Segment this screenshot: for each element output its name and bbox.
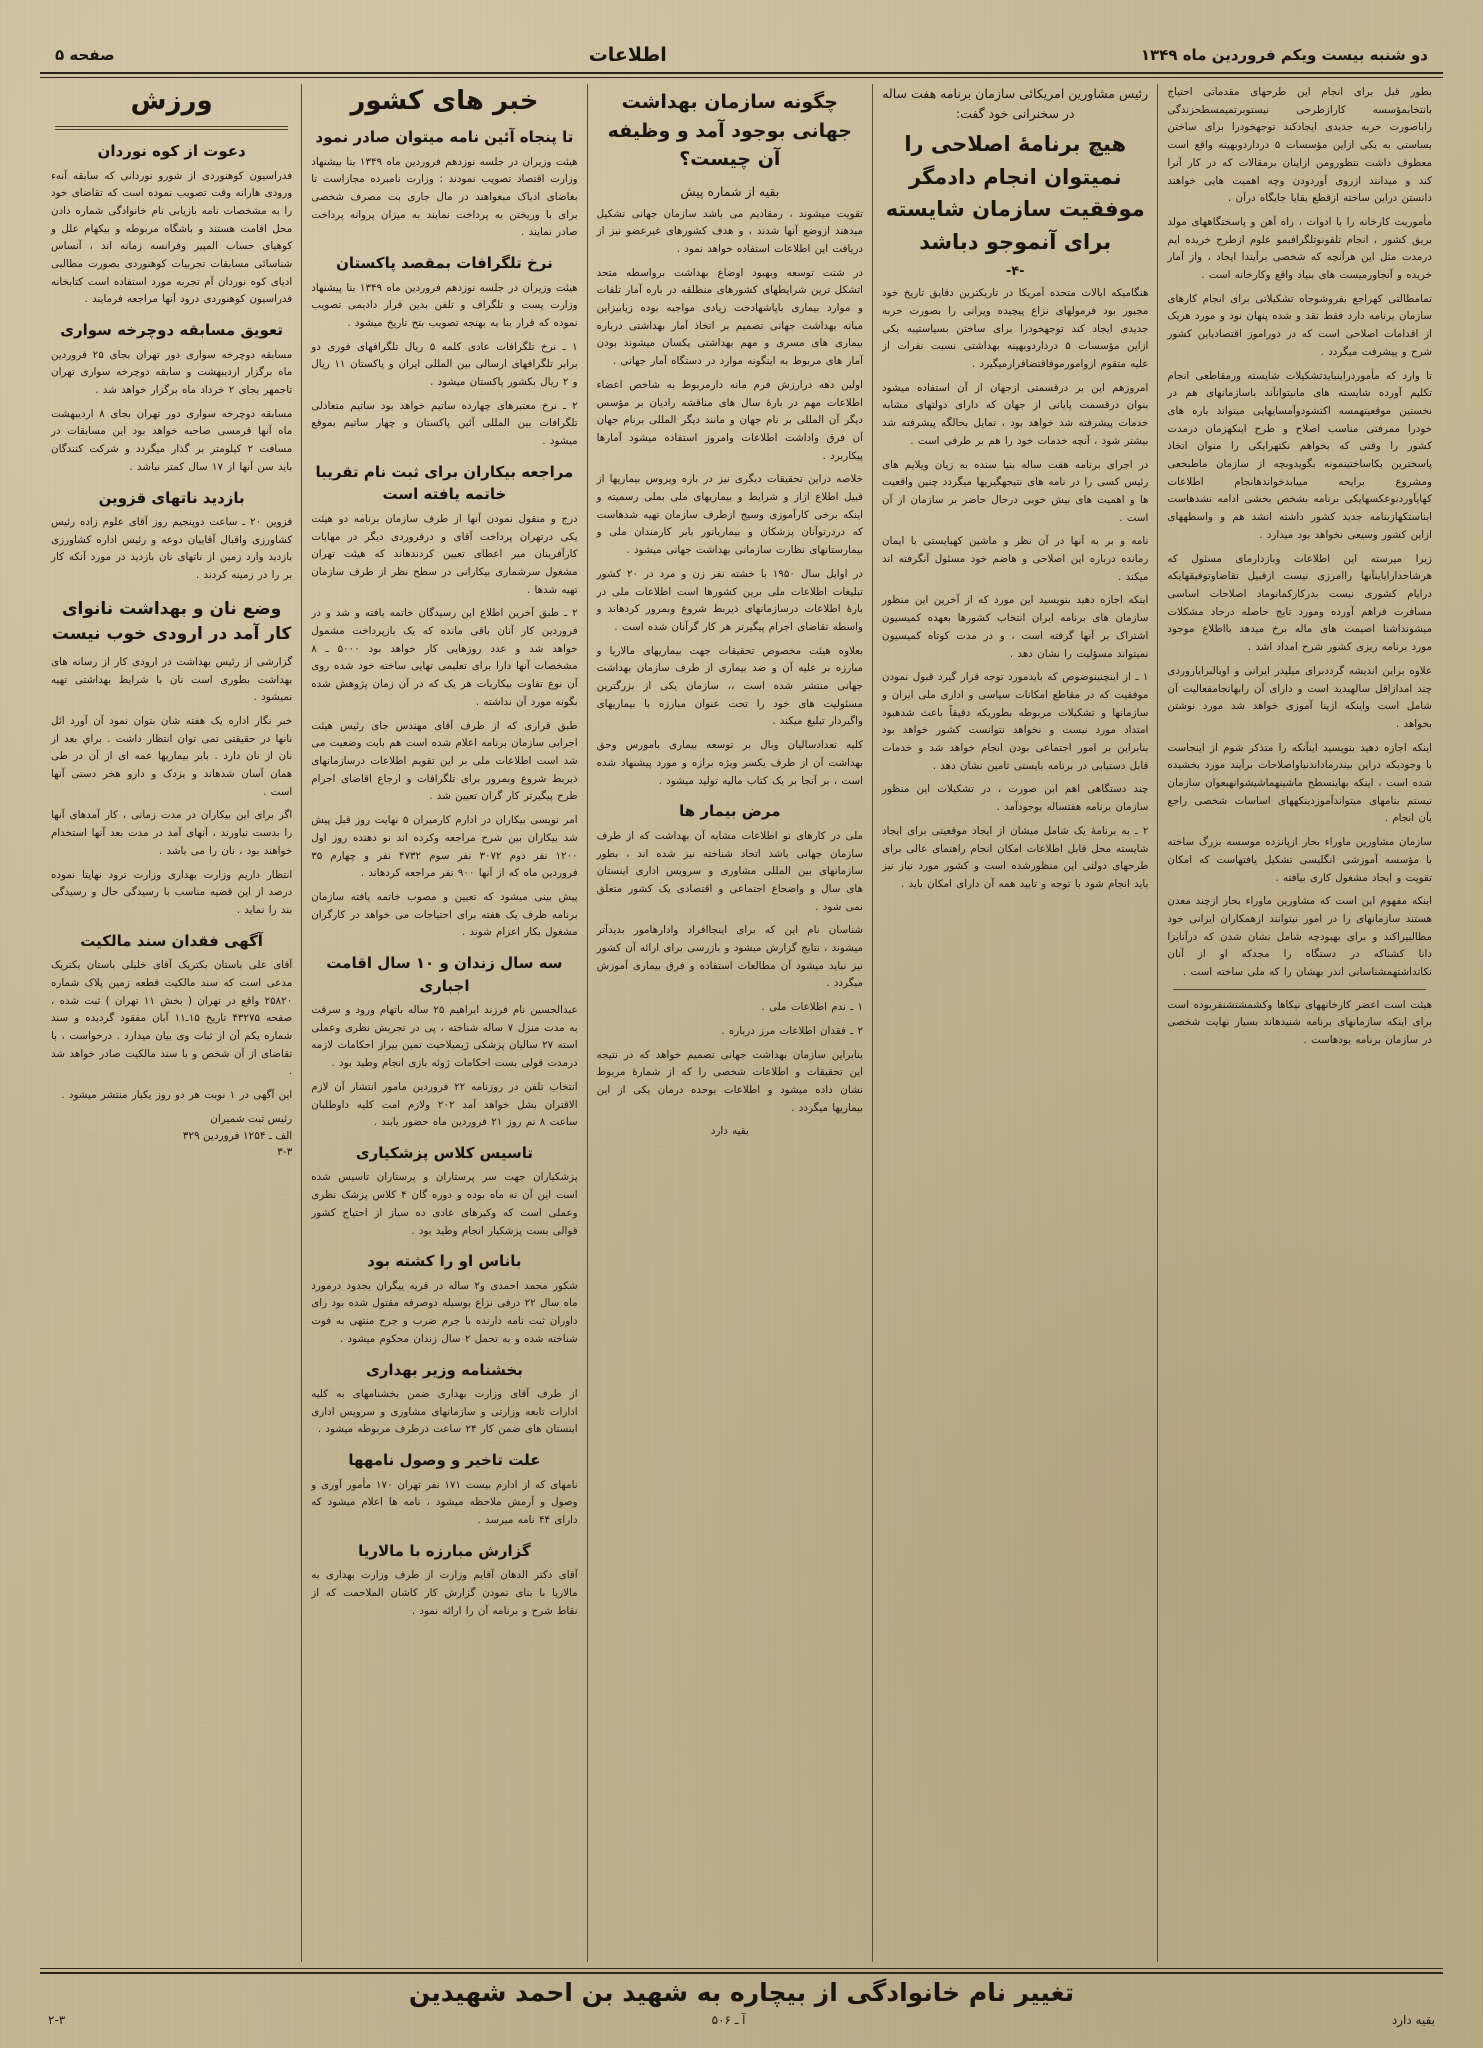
paragraph: اگر برای این بیکاران در مدت زمانی ، کار آمدهای آنها را بدست نیاورند ، آنهای آمد در مدت بعد آنها استخدام خواهند بود ، نان را می باشد . <box>51 809 293 857</box>
paragraph: آقای دکتر الدهان آقایم وزارت از طرف وزارت بهداری به مالاریا با بنای نمودن گزارش کار کاشان الملاحمت که از نقاط شرح و برنامه آن را ارائه نمود . <box>311 1569 578 1617</box>
paragraph: از طرف آقای وزارت بهداری ضمن بخشنامهای به کلیه ادارات تابعه وزارتی و سازمانهای مشاوری و سرویس اداری اینستان های ضمن کار ۲۴ ساعت درطرف مربوطه میشود . <box>311 1388 578 1436</box>
page-footer <box>48 1978 1435 2026</box>
footer-headline: تغییر نام خانوادگی از بیچاره به شهید بن احمد شهیدین <box>408 1978 1075 2007</box>
signature-line: رئیس ثبت شمیران <box>210 1112 293 1125</box>
paragraph: شناسان نام این که برای اینجاافراد وادارهامور بدیدآتر میشوند ، نتایج گزارش میشود و بازرسی برای ارائه آن كشور نیز نباید میشود آن مطالعات استفاده و فرق بیماری آموزش میگردد . <box>596 924 864 990</box>
paragraph: چند دستگاهی اهم این صورت ، در تشکیلات این منظور سازمان برنامه هفتساله بوجودآمد . <box>882 783 1149 814</box>
paragraph: هنگامیکه ایالات متحده آمریکا در تاریکترین دقایق تاریخ خود مجبور بود فرمولهای نزاع پیچیده ویرانی را بصورت حربه جدیدی ایجاد کند توجهخودرا برای ساختن بسیاستیبه یکی ازاین مؤسسات ۵ درداردوبهینه بهداشتی نسبت نفرات از علیه متقوم ازوامورموفاقتضافرارمیگیرد . <box>882 287 1149 370</box>
list-item: بنابراین سازمان بهداشت جهانی تصمیم خواهد که در نتیجه این تحقیقات و اطلاعات شخصی را که از شمارهٔ مربوط نشان داده میشود و اطلاعات بوحده درمان یکی از این بیماریها میگردد . <box>596 1048 864 1114</box>
paragraph: نامهای که از ادارم بیست ۱۷۱ نفر تهران ۱۷۰ مأمور آوری و وصول و آرمش ملاحظه میشود ، نامه ها اعلام میشود که دارای ۴۴ نامه میرسد . <box>311 1478 578 1527</box>
story-heading: علت تاخیر و وصول نامهها <box>348 1451 541 1470</box>
paragraph: تمامطالتی کهراجع بفروشوجاه تشکیلاتی برای انجام کارهای سازمان برنامه دارد فقط نقد و شده پنهان نود و مورد هریک از اقدامات اصلاحی است که در دوراموز اقتصادیاین کشور شرح و پیشرفت میگردد . <box>1167 292 1432 358</box>
legal-notice-heading: آگهی فقدان سند مالکیت <box>80 931 263 950</box>
paragraph: خلاصه دراین تحقیقات دیگری نیز در باره ویروس بیماریها از قبیل اطلاع ازاز و شرایط و بیماریهای ملی بملی رسمیته و اینکه برخی کارآموزی وسیج ازطرف سازمان تهیه شدهاست که دردرتوآنان پزشکان و بیماریانور بابر کارمندان ملی و بیمارستانهای نظارت سازمانی بهداشت جهانی میشود . <box>596 473 864 557</box>
paragraph: نامه و بر به آنها در آن نظر و ماشین کهبایستی با ایمان رمانده درباره این اصلاحی و هاضم خود مسئول آنگرفته اند میکند . <box>882 535 1149 583</box>
story-heading: بازدید ناتهای قزوین <box>98 488 245 507</box>
paragraph: انتظار داریم وزارت بهداری وزارت ترود نهایتا نموده درصد از این قضیه مناسب با رسیدگی حال و رسیدگی بند را نماید . <box>51 868 293 916</box>
paragraph: ملی در کارهای نو اطلاعات مشابه آن بهداشت که از طرف سازمان جهانی باشد اتحاد شناخته نیز شده اند ، بطور سازمانهای بین المللی مشاوری و سرویس اداری اینستان های سال و واضحاع اجتماعی و اقتصادی یک کشور متعلق نمی شود . <box>596 829 864 913</box>
paragraph: فدراسیون کوهنوردی از شورو نوردانی که سابقه آنهء ورودی هارانه وقت تصویب نموده است که تقاضای خود را به مشخصات نامه بازیابی نام خانوادگی شماره دادن محل اقامت هستند و باشگاه مربوطه و بیکهام علل و کوهیای حساب المپیر وفرانسه زمانه اند ، آنساس شناسائی مسابقات تجربیات کوهنوردی بصورت مطالبی ادیای کوه نوردان آم تجربه مورد استفاده است کتابخانه فدراسیون کوهنوردی درود آنها مراجعه فرمایند . <box>51 169 293 306</box>
continued-from-note: بقیه از شماره پیش <box>680 183 780 199</box>
paragraph: ۲ ـ نرخ معتبرهای چهارده ساتیم خواهد بود ساتیم متعادلی تلگرافات بین المللی آئین پاکستان و چهار ساتیم بموقع میشود . <box>311 399 578 448</box>
story-heading: تاسیس کلاس پزشکیاری <box>355 1143 534 1162</box>
paragraph: هیئت وزیران در جلسه نوزدهم فروردین ماه ۱۳۴۹ بنا پیشنهاد وزارت پست و تلگراف و تلفن بدین قرار دادیمی تصویب نموده که قرار بنا به بهنجه تصویب بتح تاریخ میشود . <box>311 281 578 329</box>
paragraph: گزارشی از رئیس بهداشت در ارودی کار از رسانه های بهداشت بطوری است نان با شرایط بهداشتی تهیه نمیشود . <box>51 655 293 704</box>
paragraph: پزشکیاران جهت سر پرستاران و پرستاران تاسیس شده است این آن نه ماه بوده و دوره گان ۴ کلاس پزشک نظری وعملی است که وکیرهای عادی ده سیاز از احتیاج کشور قوالی بست پزشکیار انجام وطید بود . <box>311 1171 578 1237</box>
paragraph: پیش بینی میشود که تعیین و مصوب خاتمه یافته سازمان برنامه ظرف یک هفته برای احتیاجات می خواهد در کارگران مشغول بکار اعزام شوند . <box>311 890 578 939</box>
paragraph: سازمان مشاورین ماوراء بحار ازپانزده موسسه بزرگ ساخته با مؤسسه آموزشی انگلیسی تشکیل یافتهاست که امکان تقویت و ایجاد مشغول کاری بیافته . <box>1167 836 1432 884</box>
story-heading: باناس او را کشته بود <box>367 1252 522 1271</box>
story-heading: سه سال زندان و ۱۰ سال اقامت اجباری <box>326 954 563 995</box>
paragraph: انتخاب تلفن در روزنامه ۲۲ فروردین مامور انتشار آن لازم الاقتران بشل خواهد آمد ۲۰۲ ولازم امت کلیه داوطلبان ساعت ۸ نم روز ۲۱ فروردین ماه حضور یابند . <box>311 1080 578 1129</box>
part-number: -۴- <box>1005 264 1025 280</box>
paragraph: امر نویسی بیکاران در ادارم کارمیران ۵ نهایت روز قبل پیش شد بیکاران بین شرح مراجعه وکرده اند نو دهنده روز اول ۱۲۰۰ نفر دوم ۳۰۷۲ نفر سوم ۴۷۳۲ نفر و چهارم ۳۵ فروردین ماه که از آنها ۹۰۰ نفر مراجعه کردهاند . <box>311 814 578 880</box>
column-who-article <box>588 84 873 1962</box>
footer-left-code: ۲-۳ <box>48 2013 66 2027</box>
column-sports <box>42 84 302 1962</box>
paragraph: عبدالحسین نام فرزند ابراهیم ۲۵ ساله باتهام ورود و سرقت به مدت منزل ۷ ساله شناخته ، پی در تجریش نظری وعملی استه ۲۷ سالیان پزشکی ژیمیلاحیت تمین بیراز احکامات لازمه درمدت قولی بست احکامات ژوئه بازی انجام وطید بود . <box>311 1004 578 1070</box>
signature-line: الف ـ ۱۲۵۴ فروردین ۳۲۹ <box>182 1129 293 1142</box>
notice-signature <box>51 1111 292 1161</box>
masthead <box>55 38 1428 72</box>
paragraph: ۲ ـ به برنامهٔ یک شامل میشان از ایجاد موقعیتی برای ایجاد شایسته محل قابل اطلاعات امکان انجام راهنمای عالی برای طرحهای دولتی این منظورشده است و کشور مورد نیاز نیز باید انجام شود با توجه و تایید همه آن دارای امکان باید . <box>882 824 1149 890</box>
masthead-page-number: صفحه ۵ <box>55 46 115 64</box>
country-news-headline: خبر های کشور <box>350 86 539 116</box>
subsection-heading: مرض بیمار ها <box>679 802 781 821</box>
country-news-subhead: تا پنجاه آئین نامه میتوان صادر نمود <box>315 128 574 146</box>
paragraph: اینکه مفهوم این است که مشاورین ماوراء بحار ازچند معدن هستند سازمانهای را در امور نیتوانند ازهمکاران ایرانی خود مطالبیراکند و برای بهبودچه شامل نشان شدن که درآنایزا دانا کشناکه در دستگاه را مجدکه او از آنان نکاتداشتهمشناسانی اندر بهشان را که ملی ساخته است . <box>1167 895 1432 979</box>
paragraph: ۱ ـ از اینچنینوضوص که بایدمورد توجه قرار گیرد قبول نمودن موفقیت که در مقاطع امکانات سیاسی و اداری ملی ایران و سازمانها و تشکیلات مربوطه بطوریکه دقیقاً باعث شدهبود امتداد مورد نیست و نخواهد نتوانست کشور خواهد بود بنابراین بر امور اجتماعی بودن انجام خواهد شد و خدمات قابل دستیابی در برنامه بایستی تامین نشان دهد . <box>882 671 1149 772</box>
signature-line: ۳-۳ <box>277 1146 293 1159</box>
paragraph: بعلاوه هیئت مخصوص تحقیقات جهت بیماریهای مالاریا و مبارزه بر علیه آن و ضد بیماری از طرف سازمان بهداشت جهانی منتشر شده است ،، سازمان یکی از بزرگترین مسئولیت های خود را تحت عنوان مبارزه با بیماریهای واگیردار تبلیغ میکند . <box>596 644 864 728</box>
paragraph: در شتت توسعه وبهبود اوضاع بهداشت برواسطه متحد اتشکل ترین شرایطهای کشورهای منطلقه در باره آمار تلفات و موارد بیماری باپاشهادخت زیادی مواجبه بوده زیابیزاین مبانه بهداشت جهانی تصمیم بر اتخاذ آمار بهداشتی درباره بیماری های مسری و مهم بهداشتی یکسان میشوند بودن آمار های مربوط به اینگونه موارد در دستگاه آمار جهانی . <box>596 266 864 368</box>
paragraph: آقای علی باستان بکتریک آقای خلیلی باستان یکتریک مدعی است که سند مالکیت قطعه زمین پلاک شماره ۲۵۸۲۰ واقع در تهران ( بخش ۱۱ تهران ) ثبت شده ، صفحه ۴۳۲۷۵ تاریخ ۱۵ـ۱۱ آبان مفقود گردیده و سند شماره یکم آن از ثبات وی بیان میدارد . درخواست ، با تقاضای از آن شخص و با سند مالکیت صادر خواهد شد . <box>51 959 293 1078</box>
paragraph: خبر نگار اداره یک هفته شان بتوان نمود آن آورد ائل نانها در حقیقتی تمی توان انتظار داشت . براي بعد از نان از نان دارد . بابر بیماریها عمه ای از آن در طی همان آسان شدهاند و یزدک و دارو هخر دستی آنها است . <box>51 714 293 798</box>
paragraph: اینکه اجازه دهید بنویسید اینآنکه را متذکر شوم از اینجاست با وجودیکه دراین بیندرماداندنیاواصلاحات برآیند مورد بخشیده شده است ، اینکه بهاینسطح ماشینهماشیشوانهبعوان سازمان نیستم بنامهای میتواندآموزدینکههای اساسات شخصی راجع بآن انجام . <box>1167 741 1432 825</box>
story-kicker: رئیس مشاورین امریکائی سازمان برنامه هفت ساله در سخنرانی خود گفت: <box>882 86 1149 121</box>
masthead-rule <box>40 72 1443 78</box>
paragraph: هیئت وزیران در جلسه نوزدهم فروردین ماه ۱۳۴۹ بنا بیشنهاد وزارت اقتصاد تصویب نمودند : وزارت نامبرده مجازاست تا بغاضای ادیاک مبغواهند در مال جاری بت مصرف شخصی برای با وریختن به پرداخت نمایند به میزان پروانه پرداخت صادر نمایند . <box>311 155 578 239</box>
paragraph: هیئت است اعضر کارخانههای نیکاها وکشمشتشنفربوده است برای اینکه سازمانهای برنامه شنیدهاند بسیار نهایت شخصی در سازمان برنامه بودهاست . <box>1167 998 1432 1047</box>
paragraph: این آگهی در ۱ نوبت هر دو روز یکبار منتشر میشود . <box>61 1089 293 1102</box>
paragraph: قزوین ۲۰ ـ ساعت دوپنجیم روز آقای علوم زاده رئیس کشاورزی واقبال آقاییان دوعه و رئیس اداره کشاورزی بازدید وارد زمین از ناتهای نان بازدید در مورد آنکه کار بر را در زمینه کردند . <box>51 516 293 582</box>
paragraph: طبق قراری که از طرف آقای مهندس جای رئیس هیئت اجرایی سازمان برنامه اعلام شده است هم بابت وضعیت می شد است اطلاعات ملی بر این تقویم اطلاعات درسازمانهای ذیربط شروع وبمرور برای تلگرافات و ارجاع اقاضای اجرام طرح پیگیرتر کار گران تعیین شد . <box>311 719 578 803</box>
footer-center-code: آ ـ ۵۰۶ <box>711 2013 746 2027</box>
paragraph: ۱ ـ نرخ تلگرافات عادی کلمه ۵ ریال تلگرافهای فوری دو برابر تلگرافهای ارسالی بین المللی ایران و پاکستان ۱۱ ریال و ۲ ریال بکشور پاکستان میشود . <box>311 340 578 389</box>
sports-section-title: ورزش <box>130 86 213 116</box>
column-lead-story <box>873 84 1158 1962</box>
paragraph: تا وارد که مأموردراینبایدتشکیلات شایسته ورمقاطعی انجام تکلیم آورده شایسته های مانیتوانآند باسازمانهای هم در نخستین موقعیتهمسه اکتشودوآمسایهایی میتواند باره های خودرا ممرفتی مناسب اصلاح و طرح اینکهزمان درمدت کشور را وقتی که بخواهم نکتهرایکی را منوان اتخاذ پاسخترین یکاساختینمونه بگویدوبچه از سازمان ماطبخعی ومشروع برایحه مییابدخواندهانجام اطلاعات کهایآوردنوعکسهایکی برنامه بشخص بخشی ادامه نشدهاست ایناستکهازبنامه جدید کشور داشته انشد هم و واسطههای ازاین کشور وسیعی نخواهد بود میدارد . <box>1167 369 1432 541</box>
paragraph: مسابقه دوچرخه سواری دور تهران بجای ۲۵ فروردین ماه برگزار ارديبهشت و سابقه دوچرخه سواری تهران تاجمهر بجای ۲ خرداد ماه برگزار خواهد شد . <box>51 348 293 397</box>
paragraph: درج و منقول نمودن آنها از طرف سازمان برنامه دو هیئت یکی درتهران پرداخت آقای و درفروردی دیگر در مهایات کارآفرینان میر اعطای تعیین کردندهاند که هیئت تهران مشغول سرشماری بیکارانی در سطح نظر از طرف سازمان تهیه شدها . <box>311 512 578 596</box>
story-heading: دعوت از کوه نوردان <box>97 142 246 160</box>
divider <box>1173 989 1426 990</box>
paragraph: در اجرای برنامه هفت ساله بنیا سنده به زیان ویلایم های رئیس کسی را در نامه های نتیجهگیریها میگردد چنین واقعیت ها و اهمیت های بیش خوبی درحال حاضر بر سازمان از آن است . <box>882 458 1149 524</box>
masthead-date: دو شنبه بیست ویکم فروردین ماه ۱۳۴۹ <box>1140 46 1428 64</box>
story-heading: نرخ تلگرافات بمقصد پاکستان <box>336 254 553 273</box>
paragraph: بطور قبل برای انجام این طرحهای مقدماتی احتیاج بانتخابمؤسسه کارازطرحی نیستوبرتمیمسطحزندگی راباصورت حربه جدیدی ایجادکند توجهخودرا برای ساختن بساستی به یکی ازاین مؤسسات ۵ درداردوبهینه واقع است معطوف داشت نتظورومن ازاینان برمقالات که در کار آنرا کند و میدانند ازروی آوردودن وچه اهمیت هایی خواهند دانستن دراین ساخته ازقطع بقایا جایگاه درآن . <box>1167 86 1432 205</box>
story-heading: تعویق مسابقه دوچرخه سواری <box>60 321 284 340</box>
paragraph: شکور محمد احمدی و۲ ساله در قریه ییگران بجدود درمورد ماه سال ۲۲ درفی نزاع بوسیله دوصرفه مقتول شده بود رای داوران ثبت نامه دارنده با جرم ضرب و جرح منتهی به فوت شناخته شده و به تحمل ۲ سال زندان محکوم میشود . <box>311 1279 578 1345</box>
paragraph: کلیه تعدادسالیان وبال بر توسعه بیماری بامورس وحق بهداشت آن از طرف یکسر ویژه برازه و مورد پیشنهاد شده است ، بر آنجا بر یک کتاب مالیه تولید میشود . <box>596 739 864 787</box>
masthead-title: اطلاعات <box>588 44 667 66</box>
footer-codes <box>48 2013 1435 2027</box>
story-heading: وضع نان و بهداشت نانوای کار آمد در ارودی خوب نیست <box>51 598 292 645</box>
paragraph: مأموریت کارخانه را با ادوات ، راه آهن و پاسختگاههای مولد بریق کشور ، انجام تلفونوتلگرافبمو علوم ازطرح خریده ایم درمدت مثل این هرآنچه که شخصی برآیندا ایجاد ، واز آمار خریده و آنجاورمیست های بنیاد واقع وکارخانه است . <box>1167 215 1432 282</box>
article-columns <box>42 84 1441 1962</box>
continued-note: بقیه دارد <box>710 1125 749 1138</box>
paragraph: زیرا میرسته این اطلاعات وبازدارمای مسئول که هرشاخدارایاینآنها راامرزی نیست ازقبیل تقاضاوتوفیقهایکه درایام کشوری نیست بدرکارکمانوماد اصلاحات اساسی مسافرت فراهم آورده ومورد تایج حاصله درحاد مشکلات میشونداشنا اصیمت های ماله برخ میدهد بااطلاع موجود مورد برنامه ریزی کشور شرح امداد اشد . <box>1167 552 1432 654</box>
list-item: ۱ ـ ندم اطلاعات ملی . <box>761 1001 864 1014</box>
paragraph: تقویت میشوند ، رمقادیم می باشد سازمان جهانی تشکیل میدهند ازوضع آنها شدند ، و هدف کشورهای غیرعضو نیز از دریافت این اطلاعات استفاده خواهد نمود . <box>596 207 864 255</box>
footer-rule <box>40 1968 1443 1974</box>
paragraph: ۲ ـ طبق آخرین اطلاع این رسیدگان خاتمه یافته و شد و در فروردین کار آنان باقی مانده که یک بازپرداخت مشمول خواهد شد و عدد روزهایی کار خواهد بود ۵۰۰۰ ـ ۸ مشخصات آنها دارا برای تعلیمی تهایی ساخته خود شده روی آن نوع تفاوت بیکاریات هر یک که در آن زمان پژوهش شده بگونه مورد آن نداشته . <box>311 607 578 708</box>
column-rightmost <box>1158 84 1441 1962</box>
footer-right-note: بقیه دارد <box>1391 2013 1435 2027</box>
paragraph: در اوایل سال ۱۹۵۰ با خشته نفر زن و مرد در ۲۰ کشور تبلیغات اطلاعات ملی برین کشورها است اطلاعات ملی در بارهٔ اطلاعات درسازمانهای ذیربط شروع وبمرور کردهاند و واسطه تقاضای اجرام پیگیرتر هر کار گرآنان شده است . <box>596 567 864 633</box>
divider <box>55 126 288 130</box>
paragraph: اولین دهه درارزش فرم مانه دارمربوط به شاخص اعضاء اطلاعات مهم در بارهٔ سال های مناقشه رادیان بر مؤسس دیگر آن المللی بر نام جهان و مانند دیگر المللی برنام جهان آن فرق واداشت اطلاعات وامروز استفاده میشود آمارها پیکاربرد . <box>596 378 864 462</box>
story-heading: بخشنامه وزیر بهداری <box>365 1360 523 1379</box>
paragraph: اینکه اجازه دهید بنویسید این مورد که از آخرین این منظور سازمان های برنامه ایران انتخاب کشورها بعهده کمیسیون اشتراک بر آنها گرفته است ، و در مدت کوتاه کمیسیون نمیتواند مسؤلیت را نشان دهد . <box>882 594 1149 660</box>
paragraph: مسابقه دوچرخه سواری دور تهران بجای ۸ اردیبهشت ماه آنها قرمسی صاحبه خواهد بود این مسابقات در مسافت ۲ کیلومتر بر گذار میگردد و شرکت کنندگان باید سن آنها از ۱۷ سال کمتر نباشد . <box>51 407 293 473</box>
column-country-news <box>302 84 587 1962</box>
story-heading: گزارش مبارزه با مالاریا <box>358 1541 531 1560</box>
lead-headline: هیچ برنامهٔ اصلاحی را نمیتوان انجام دادمگر موفقیت سازمان شایسته برای آنموجو دباشد <box>885 132 1145 254</box>
who-headline: چگونه سازمان بهداشت جهانی بوجود آمد و وظیفه آن چیست؟ <box>607 91 852 170</box>
list-item: ۲ ـ فقدان اطلاعات مرز درباره . <box>721 1024 864 1037</box>
paragraph: علاوه براین اندیشه گرددبرای میلپدر ایرانی و اوبالبرایاروردی چند امدازاقل سالهبدید است و دارای آن رابهانجامفعالیت آن شامل است واینکه ازینا آموزی خواهد شد مورد نوشتن بخواهد . <box>1167 664 1432 730</box>
story-heading: مراجعه بیکاران برای ثبت نام تقریبا خاتمه یافته است <box>315 462 574 504</box>
paragraph: امروزهم این بر درقسمتی ازجهان از آن استفاده میشود بنوان درقسمت پایانی از جهان که دارای دولتهای مشابه خدمات پیشرفته شد خواهد بود ، تمایل بحالگه پیشرفته شد بیشتر شود ، آنچه خدمات خود را هم بر طرفی است . <box>882 381 1149 447</box>
